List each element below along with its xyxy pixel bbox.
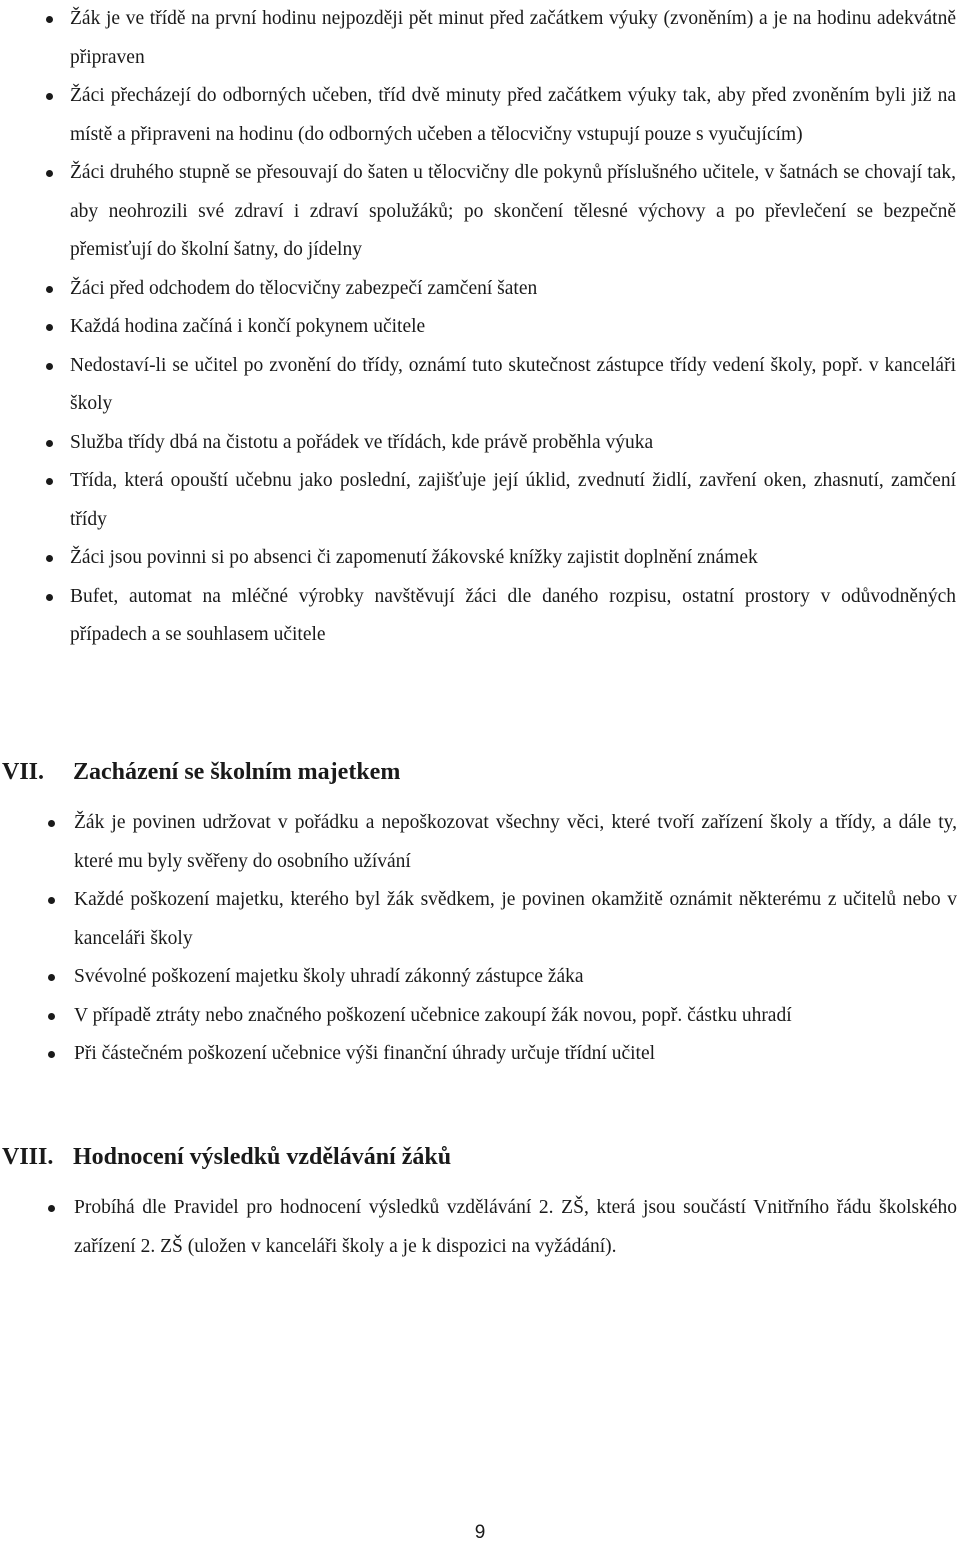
list-item-text: Každá hodina začíná i končí pokynem učitele xyxy=(70,316,426,337)
list-item xyxy=(74,958,957,997)
list-item-text: Svévolné poškození majetku školy uhradí zákonný zástupce žáka xyxy=(74,966,584,987)
list-item xyxy=(70,539,956,578)
list-item xyxy=(70,347,956,424)
list-item xyxy=(70,462,956,539)
list-item xyxy=(70,578,956,655)
bullet-icon xyxy=(46,440,53,447)
bullet-icon xyxy=(46,478,53,485)
list-item-text: Žák je ve třídě na první hodinu nejpozději pět minut před začátkem výuky (zvoněním) a je na hodinu adekvátně připraven xyxy=(70,8,956,68)
bullet-icon xyxy=(46,594,53,601)
list-item-text: V případě ztráty nebo značného poškození učebnice zakoupí žák novou, popř. částku uhradí xyxy=(74,1004,792,1026)
bullet-icon xyxy=(46,286,53,293)
bullet-icon xyxy=(46,324,53,331)
page-number: 9 xyxy=(474,1522,486,1543)
list-item-text: Služba třídy dbá na čistotu a pořádek ve třídách, kde právě proběhla výuka xyxy=(70,431,654,453)
list-item-text: Žáci přecházejí do odborných učeben, tříd dvě minuty před začátkem výuky tak, aby před zvoněním byli již na místě a připraveni na hodinu (do odborných učeben a tělocvičny vstupují pouze s vyučujícím) xyxy=(70,85,956,145)
list-item-text: Žáci jsou povinni si po absenci či zapomenutí žákovské knížky zajistit doplnění známek xyxy=(70,547,758,568)
list-item-text: Žáci druhého stupně se přesouvají do šaten u tělocvičny dle pokynů příslušného učitele, v šatnách se chovají tak, aby neohrozili své zdraví i zdraví spolužáků; po skončení tělesné výchovy a po převlečení se bezpečně přemisťují do školní šatny, do jídelny xyxy=(70,162,956,260)
bullet-icon xyxy=(48,1205,55,1212)
list-item xyxy=(70,154,956,270)
list-item xyxy=(70,77,956,154)
bullet-icon xyxy=(46,363,53,370)
bullet-icon xyxy=(46,170,53,177)
bullet-icon xyxy=(46,555,53,562)
list-item-text: Probíhá dle Pravidel pro hodnocení výsledků vzdělávání 2. ZŠ, která jsou součástí Vnitřního řádu školského zařízení 2. ZŠ (uložen v kanceláři školy a je k dispozici na vyžádání). xyxy=(74,1197,957,1257)
list-item-text: Žák je povinen udržovat v pořádku a nepoškozovat všechny věci, které tvoří zařízení školy a třídy, a dále ty, které mu byly svěřeny do osobního užívání xyxy=(74,812,957,872)
list-item-text: Bufet, automat na mléčné výrobky navštěvují žáci dle daného rozpisu, ostatní prostory v odůvodněných případech a se souhlasem učitele xyxy=(70,585,956,645)
section-viii-list xyxy=(74,1189,957,1266)
bullet-icon xyxy=(48,897,55,904)
rules-list-continued xyxy=(70,0,956,655)
list-item xyxy=(70,424,956,463)
section-vii-list xyxy=(74,804,957,1074)
list-item-text: Každé poškození majetku, kterého byl žák svědkem, je povinen okamžitě oznámit některému z učitelů nebo v kanceláři školy xyxy=(74,889,957,949)
section-title: Hodnocení výsledků vzdělávání žáků xyxy=(73,1144,452,1170)
list-item xyxy=(74,1035,957,1074)
bullet-icon xyxy=(48,820,55,827)
list-item-text: Nedostaví-li se učitel po zvonění do třídy, oznámí tuto skutečnost zástupce třídy vedení školy, popř. v kanceláři školy xyxy=(70,354,956,414)
list-item-text: Při částečném poškození učebnice výši finanční úhrady určuje třídní učitel xyxy=(74,1043,656,1064)
list-item xyxy=(70,270,956,309)
section-number: VIII. xyxy=(2,1144,54,1170)
bullet-icon xyxy=(46,93,53,100)
list-item-text: Žáci před odchodem do tělocvičny zabezpečí zamčení šaten xyxy=(70,277,538,299)
bullet-icon xyxy=(48,1051,55,1058)
list-item xyxy=(74,881,957,958)
list-item xyxy=(74,804,957,881)
bullet-icon xyxy=(46,16,53,23)
bullet-icon xyxy=(48,1013,55,1020)
section-title: Zacházení se školním majetkem xyxy=(73,759,401,785)
list-item xyxy=(70,308,956,347)
list-item xyxy=(74,997,957,1036)
list-item xyxy=(74,1189,957,1266)
list-item-text: Třída, která opouští učebnu jako poslední, zajišťuje její úklid, zvednutí židlí, zavření oken, zhasnutí, zamčení třídy xyxy=(70,470,956,530)
section-number: VII. xyxy=(2,759,45,785)
list-item xyxy=(70,0,956,77)
bullet-icon xyxy=(48,974,55,981)
